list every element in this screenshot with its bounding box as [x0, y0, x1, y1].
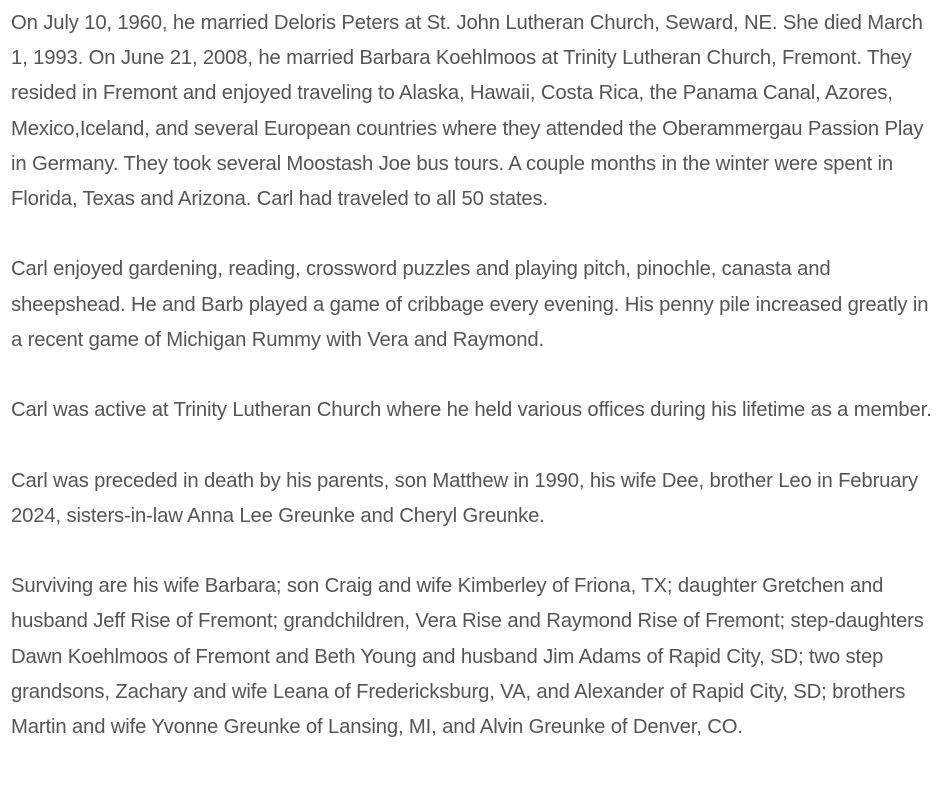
obituary-article — [11, 6, 941, 745]
paragraph-hobbies: Carl enjoyed gardening, reading, crossword puzzles and playing pitch, pinochle, canasta and sheepshead. He and Barb played a game of cribbage every evening. His penny pile increased greatly in a recent game of Michigan Rummy with Vera and Raymond. — [11, 258, 929, 351]
paragraph-marriages-travels: On July 10, 1960, he married Deloris Peters at St. John Lutheran Church, Seward, NE. She died March 1, 1993. On June 21, 2008, he married Barbara Koehlmoos at Trinity Lutheran Church, Fremont. They resided in Fremont and enjoyed traveling to Alaska, Hawaii, Costa Rica, the Panama Canal, Azores, Mexico,Iceland, and several European countries where they attended the Oberammergau Passion Play in Germany. They took several Moostash Joe bus tours. A couple months in the winter were spent in Florida, Texas and Arizona. Carl had traveled to all 50 states. — [11, 12, 924, 211]
paragraph-church: Carl was active at Trinity Lutheran Church where he held various offices during his lifetime as a member. — [11, 399, 932, 422]
paragraph-survivors: Surviving are his wife Barbara; son Craig and wife Kimberley of Friona, TX; daughter Gretchen and husband Jeff Rise of Fremont; grandchildren, Vera Rise and Raymond Rise of Fremont; step-daughters Dawn Koehlmoos of Fremont and Beth Young and husband Jim Adams of Rapid City, SD; two step grandsons, Zachary and wife Leana of Fredericksburg, VA, and Alexander of Rapid City, SD; brothers Martin and wife Yvonne Greunke of Lansing, MI, and Alvin Greunke of Denver, CO. — [11, 575, 924, 738]
paragraph-preceded-in-death: Carl was preceded in death by his parents, son Matthew in 1990, his wife Dee, brother Leo in February 2024, sisters-in-law Anna Lee Greunke and Cheryl Greunke. — [11, 469, 919, 527]
